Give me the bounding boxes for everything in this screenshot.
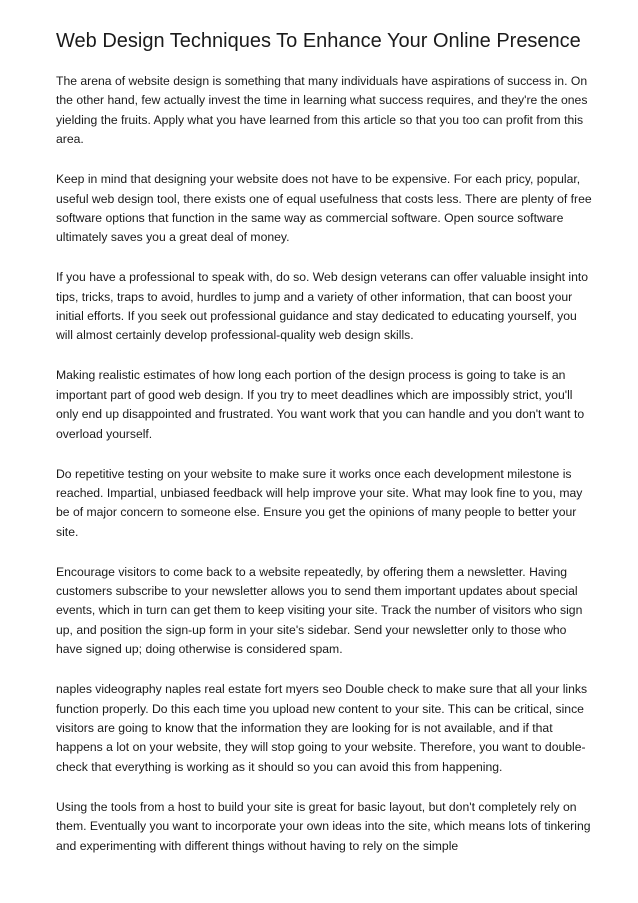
paragraph: Keep in mind that designing your website does not have to be expensive. For each pricy, popular, useful web design tool, there exists one of equal usefulness that costs less. There are plenty of free software options that function in the same way as commercial software. Open source software ultimately saves you a great deal of money. — [56, 172, 592, 245]
paragraph: Encourage visitors to come back to a website repeatedly, by offering them a newsletter. Having customers subscribe to your newsletter allows you to send them important updates about special events, which in turn can get them to keep visiting your site. Track the number of visitors who sign up, and position the sign-up form in your site's sidebar. Send your newsletter only to those who have signed up; doing otherwise is considered spam. — [56, 564, 583, 657]
document-page — [56, 0, 596, 876]
paragraph: The arena of website design is something that many individuals have aspirations of success in. On the other hand, few actually invest the time in learning what success requires, and they're the ones yielding the fruits. Apply what you have learned from this article so that you too can profit from this area. — [56, 74, 588, 147]
paragraph: Using the tools from a host to build your site is great for basic layout, but don't completely rely on them. Eventually you want to incorporate your own ideas into the site, which means lots of tinkering and experimenting with different things without having to rely on the simple — [56, 799, 591, 853]
paragraph: naples videography naples real estate fort myers seo Double check to make sure that all your links function properly. Do this each time you upload new content to your site. This can be critical, since visitors are going to know that the information they are looking for is not available, and if that happens a lot on your website, they will stop going to your website. Therefore, you want to double-check that everything is working as it should so you can avoid this from happening. — [56, 682, 588, 774]
paragraph: If you have a professional to speak with, do so. Web design veterans can offer valuable insight into tips, tricks, traps to avoid, hurdles to jump and a variety of other information, that can boost your initial efforts. If you seek out professional guidance and stay dedicated to educating yourself, you will almost certainly develop professional-quality web design skills. — [56, 270, 589, 343]
paragraph: Making realistic estimates of how long each portion of the design process is going to take is an important part of good web design. If you try to meet deadlines which are impossibly strict, you'll only end up disappointed and frustrated. You want work that you can handle and you don't want to overload yourself. — [56, 368, 585, 441]
document-title: Web Design Techniques To Enhance Your Online Presence — [56, 30, 581, 52]
paragraph: Do repetitive testing on your website to make sure it works once each development milestone is reached. Impartial, unbiased feedback will help improve your site. What may look fine to you, may be of major concern to someone else. Ensure you get the opinions of many people to better your site. — [56, 466, 583, 539]
document-body — [56, 72, 596, 856]
